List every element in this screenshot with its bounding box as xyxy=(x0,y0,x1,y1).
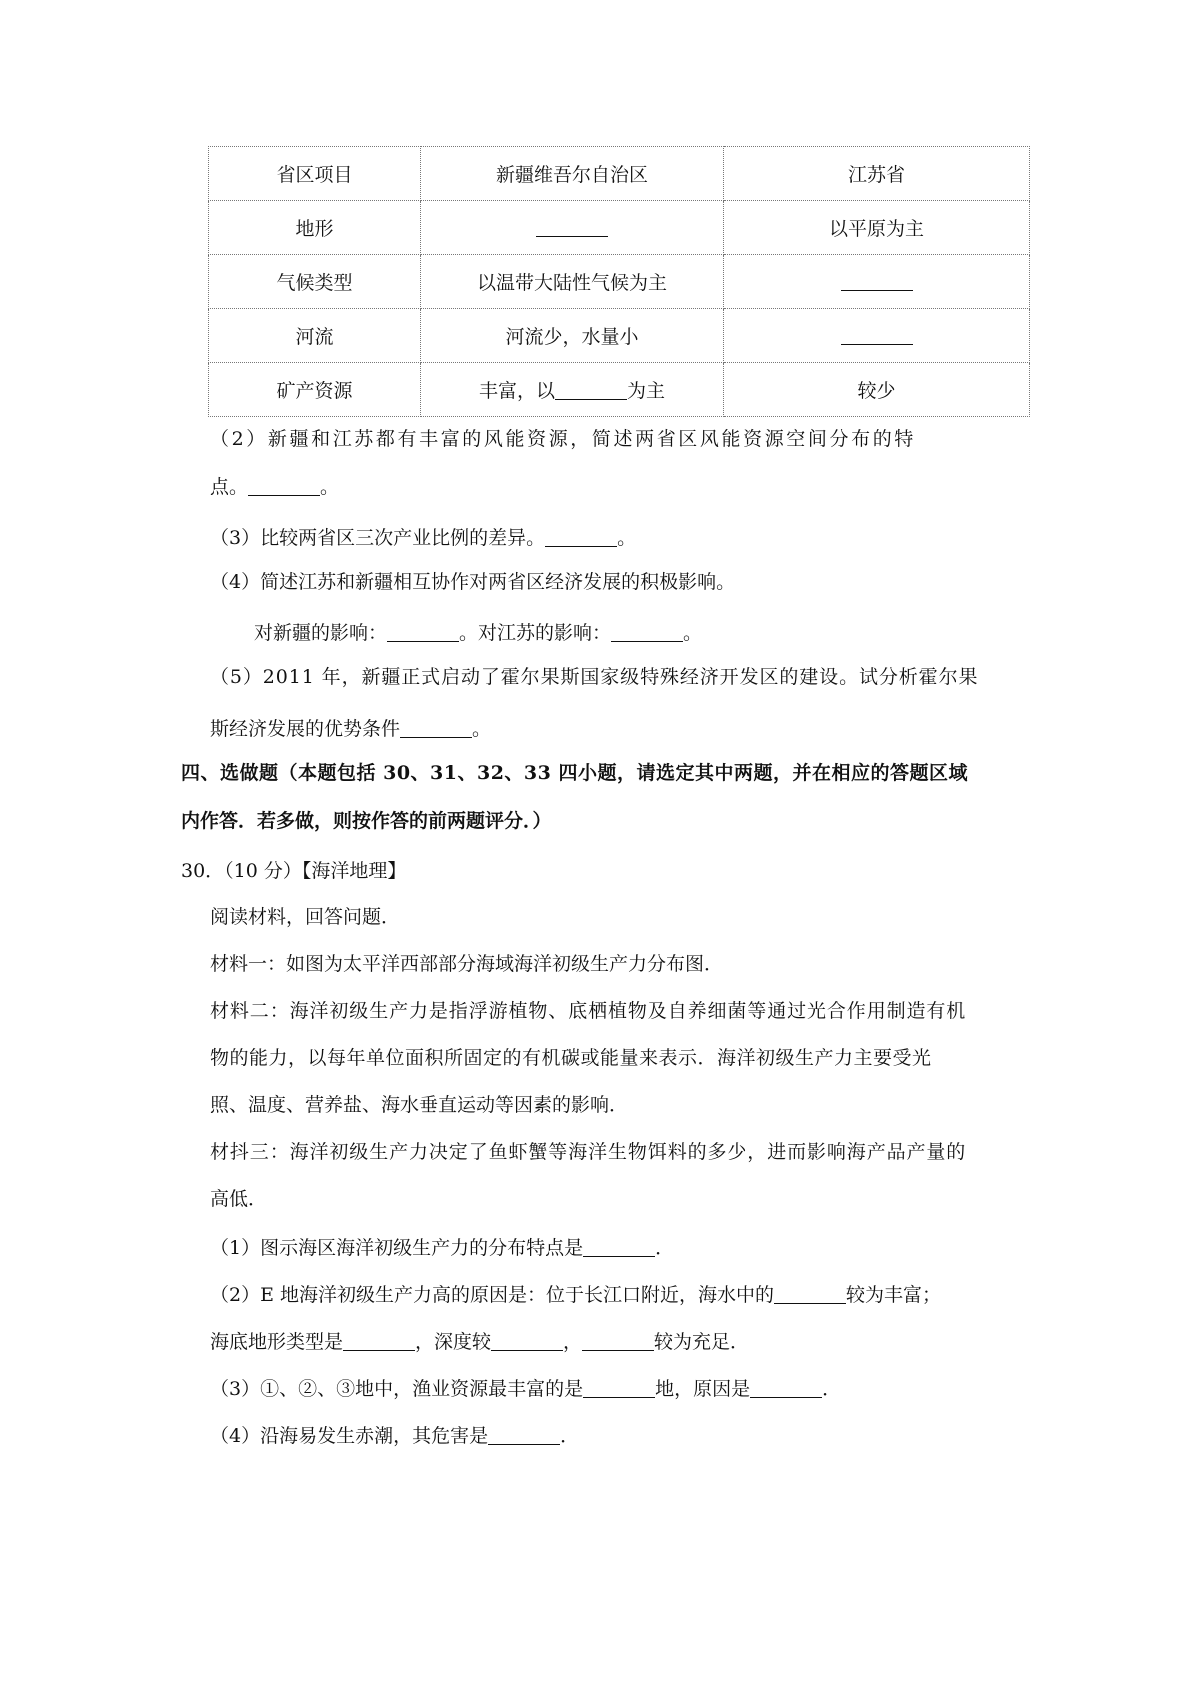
material-3-line-1: 材抖三：海洋初级生产力决定了鱼虾蟹等海洋生物饵料的多少，进而影响海产品产量的 xyxy=(210,1141,967,1163)
material-2-line-2: 物的能力，以每年单位面积所固定的有机碳或能量来表示．海洋初级生产力主要受光 xyxy=(210,1047,932,1069)
q30-intro: 阅读材料，回答问题． xyxy=(210,906,401,928)
section-4-heading-line-1: 四、选做题（本题包括 30、31、32、33 四小题，请选定其中两题，并在相应的答题区域 xyxy=(181,762,968,784)
row-label: 河流 xyxy=(209,309,421,363)
answer-blank xyxy=(491,1331,563,1351)
q30-subquestion-4: （4）沿海易发生赤潮，其危害是 ． xyxy=(210,1425,580,1447)
table-cell: 丰富，以 为主 xyxy=(421,363,724,417)
table-row xyxy=(209,309,1030,363)
question-4-line-2: 对新疆的影响： 。对江苏的影响： 。 xyxy=(254,622,703,644)
row-label: 气候类型 xyxy=(209,255,421,309)
header-cell: 省区项目 xyxy=(209,147,421,201)
answer-blank xyxy=(545,527,617,547)
answer-blank xyxy=(841,325,913,345)
section-4-heading-line-2: 内作答．若多做，则按作答的前两题评分．） xyxy=(181,810,552,832)
material-2-line-1: 材料二：海洋初级生产力是指浮游植物、底栖植物及自养细菌等通过光合作用制造有机 xyxy=(210,1000,967,1022)
q30-subquestion-2-line-2: 海底地形类型是 ，深度较 ， 较为充足． xyxy=(210,1331,750,1353)
table-cell: 以温带大陆性气候为主 xyxy=(421,255,724,309)
material-2-line-3: 照、温度、营养盐、海水垂直运动等因素的影响． xyxy=(210,1094,629,1116)
header-cell: 江苏省 xyxy=(724,147,1030,201)
answer-blank xyxy=(583,1378,655,1398)
answer-blank xyxy=(536,217,608,237)
q30-subquestion-3: （3）①、②、③地中，渔业资源最丰富的是 地，原因是 ． xyxy=(210,1378,842,1400)
material-3-line-2: 高低． xyxy=(210,1188,268,1210)
answer-blank-cell xyxy=(421,201,724,255)
question-3: （3）比较两省区三次产业比例的差异。 。 xyxy=(210,527,637,549)
answer-blank xyxy=(400,718,472,738)
question-5-line-2: 斯经济发展的优势条件 。 xyxy=(210,718,492,740)
table-row xyxy=(209,363,1030,417)
table-row xyxy=(209,255,1030,309)
answer-blank xyxy=(343,1331,415,1351)
answer-blank xyxy=(611,622,683,642)
question-2-line-2: 点。 。 xyxy=(210,476,340,498)
question-2-line-1: （2）新疆和江苏都有丰富的风能资源，简述两省区风能资源空间分布的特 xyxy=(210,428,916,450)
header-cell: 新疆维吾尔自治区 xyxy=(421,147,724,201)
q30-subquestion-1: （1）图示海区海洋初级生产力的分布特点是 ． xyxy=(210,1237,675,1259)
table-cell: 较少 xyxy=(724,363,1030,417)
table-header-row xyxy=(209,147,1030,201)
table-cell: 以平原为主 xyxy=(724,201,1030,255)
question-4-line-1: （4）简述江苏和新疆相互协作对两省区经济发展的积极影响。 xyxy=(210,571,736,593)
comparison-table xyxy=(208,146,1030,417)
question-5-line-1: （5）2011 年，新疆正式启动了霍尔果斯国家级特殊经济开发区的建设。试分析霍尔果 xyxy=(210,666,979,688)
answer-blank xyxy=(555,380,627,400)
answer-blank xyxy=(750,1378,822,1398)
answer-blank xyxy=(248,476,320,496)
question-30-title: 30．（10 分）【海洋地理】 xyxy=(181,860,407,882)
row-label: 矿产资源 xyxy=(209,363,421,417)
answer-blank xyxy=(774,1284,846,1304)
q30-subquestion-2-line-1: （2）E 地海洋初级生产力高的原因是：位于长江口附近，海水中的 较为丰富； xyxy=(210,1284,942,1306)
answer-blank xyxy=(841,271,913,291)
answer-blank xyxy=(488,1425,560,1445)
answer-blank-cell xyxy=(724,309,1030,363)
table-cell: 河流少，水量小 xyxy=(421,309,724,363)
answer-blank xyxy=(582,1331,654,1351)
table-row xyxy=(209,201,1030,255)
material-1: 材料一：如图为太平洋西部部分海域海洋初级生产力分布图． xyxy=(210,953,724,975)
row-label: 地形 xyxy=(209,201,421,255)
answer-blank-cell xyxy=(724,255,1030,309)
answer-blank xyxy=(583,1237,655,1257)
answer-blank xyxy=(387,622,459,642)
